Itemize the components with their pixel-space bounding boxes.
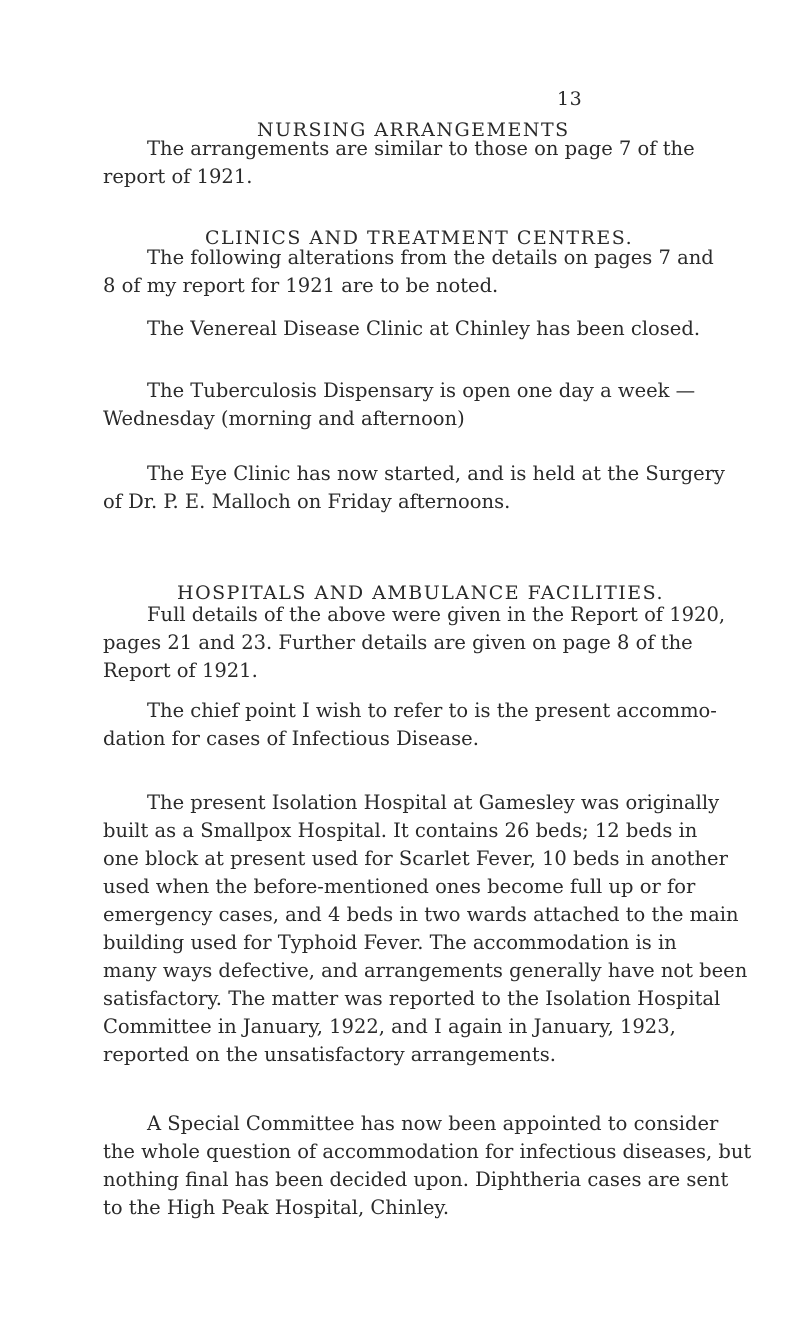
hospitals-paragraph-2 <box>103 697 717 753</box>
text-line: dation for cases of Infectious Disease. <box>103 727 479 750</box>
text-line: The following alterations from the details on pages 7 and <box>147 246 714 269</box>
text-line: many ways defective, and arrangements generally have not been <box>103 959 748 982</box>
text-line: building used for Typhoid Fever. The accommodation is in <box>103 931 677 954</box>
section-heading-nursing: NURSING ARRANGEMENTS <box>257 119 570 141</box>
clinics-paragraph-4 <box>103 460 725 516</box>
text-line: report of 1921. <box>103 165 253 188</box>
text-line: 8 of my report for 1921 are to be noted. <box>103 274 499 297</box>
text-line: nothing final has been decided upon. Diphtheria cases are sent <box>103 1168 729 1191</box>
text-line: emergency cases, and 4 beds in two wards attached to the main <box>103 903 739 926</box>
text-line: one block at present used for Scarlet Fever, 10 beds in another <box>103 847 728 870</box>
text-line: used when the before-mentioned ones become full up or for <box>103 875 696 898</box>
text-line: Wednesday (morning and afternoon) <box>103 407 465 430</box>
clinics-paragraph-3 <box>103 377 703 433</box>
clinics-paragraph-1 <box>103 244 714 300</box>
text-line: pages 21 and 23. Further details are given on page 8 of the <box>103 631 693 654</box>
text-line: The Tuberculosis Dispensary is open one day a week — <box>147 379 696 402</box>
text-line: Committee in January, 1922, and I again in January, 1923, <box>103 1015 676 1038</box>
text-line: The Eye Clinic has now started, and is held at the Surgery <box>147 462 725 485</box>
text-line: Report of 1921. <box>103 659 258 682</box>
clinics-paragraph-2 <box>103 315 703 343</box>
text-line: The arrangements are similar to those on page 7 of the <box>147 137 695 160</box>
text-line: satisfactory. The matter was reported to the Isolation Hospital <box>103 987 721 1010</box>
text-line: A Special Committee has now been appointed to consider <box>147 1112 719 1135</box>
text-line: to the High Peak Hospital, Chinley. <box>103 1196 450 1219</box>
text-line: The chief point I wish to refer to is the present accommo- <box>147 699 717 722</box>
hospitals-paragraph-1 <box>103 601 726 685</box>
page-number: 13 <box>557 88 583 110</box>
text-line: reported on the unsatisfactory arrangements. <box>103 1043 556 1066</box>
text-line: Full details of the above were given in the Report of 1920, <box>147 603 726 626</box>
section-heading-clinics: CLINICS AND TREATMENT CENTRES. <box>205 227 634 249</box>
section-heading-hospitals: HOSPITALS AND AMBULANCE FACILITIES. <box>177 582 665 604</box>
text-line: The Venereal Disease Clinic at Chinley has been closed. <box>147 317 701 340</box>
text-line: of Dr. P. E. Malloch on Friday afternoons. <box>103 490 511 513</box>
hospitals-paragraph-3 <box>103 789 748 1069</box>
nursing-paragraph <box>103 135 703 191</box>
text-line: built as a Smallpox Hospital. It contains 26 beds; 12 beds in <box>103 819 698 842</box>
text-line: The present Isolation Hospital at Gamesley was originally <box>147 791 720 814</box>
text-line: the whole question of accommodation for infectious diseases, but <box>103 1140 752 1163</box>
hospitals-paragraph-4 <box>103 1110 752 1222</box>
